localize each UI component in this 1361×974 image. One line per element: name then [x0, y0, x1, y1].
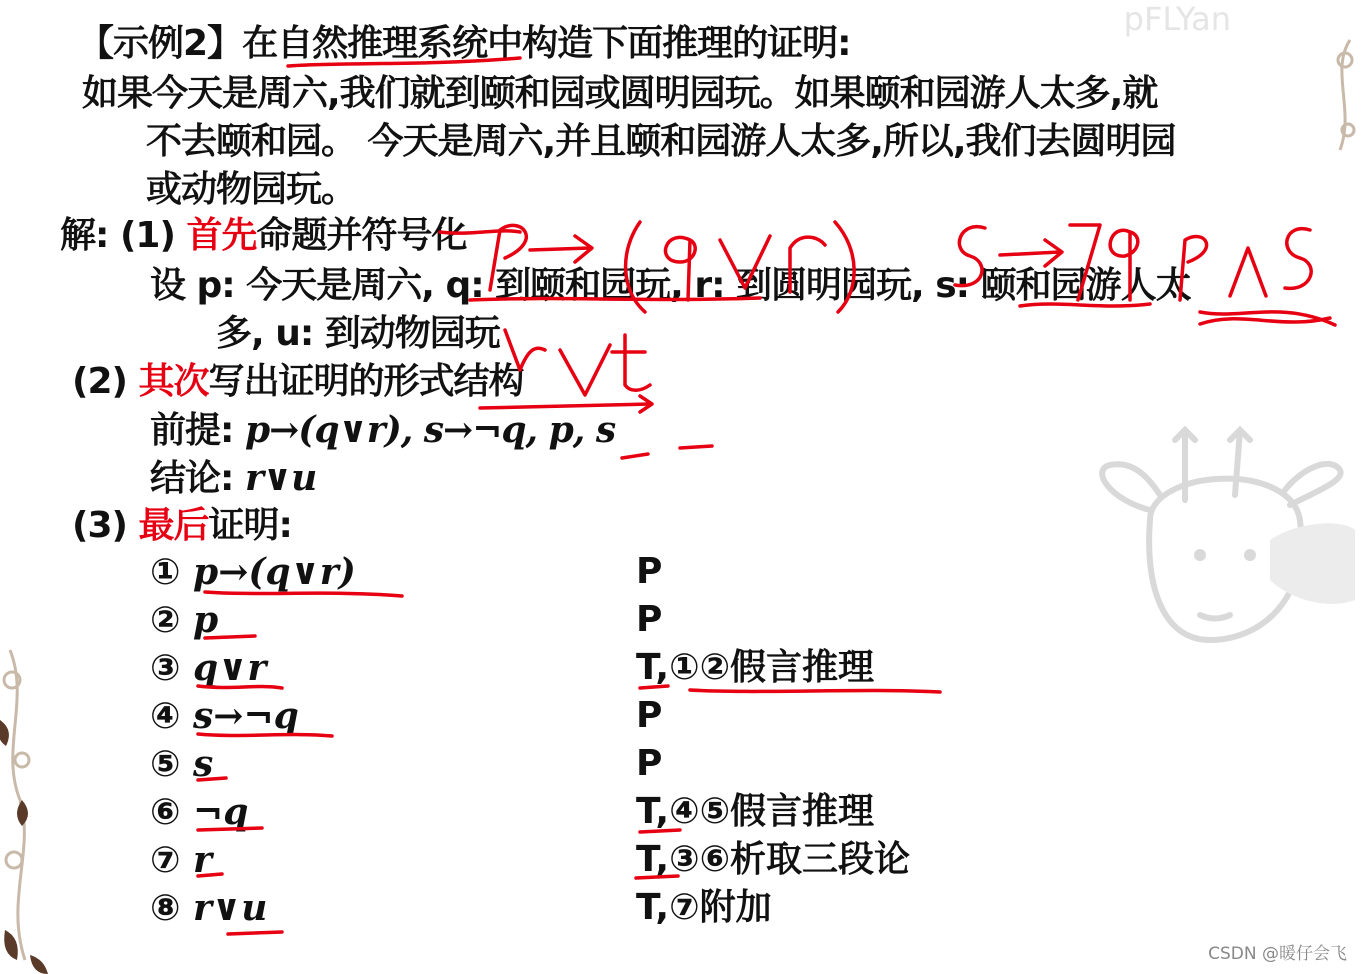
proof-step-2	[150, 598, 218, 643]
problem-line-2: 不去颐和园。 今天是周六,并且颐和园游人太多,所以,我们去圆明园	[146, 121, 1176, 162]
problem-line-1: 如果今天是周六,我们就到颐和园或圆明园玩。如果颐和园游人太多,就	[82, 73, 1158, 114]
step-3-heading	[72, 504, 292, 548]
proof-step-8	[150, 886, 267, 931]
proof-reason-7: T,③⑥析取三段论	[636, 839, 911, 880]
proof-formula: q∨r	[193, 647, 267, 689]
step-3-text: 证明:	[208, 505, 292, 546]
step-1-emphasis: 首先	[186, 215, 257, 256]
proof-formula: s	[193, 743, 214, 785]
proof-step-number: ①	[150, 552, 181, 593]
step-1-number: (1)	[119, 215, 175, 256]
proof-reason-3: T,①②假言推理	[636, 647, 875, 688]
proof-step-number: ⑧	[150, 888, 181, 929]
proof-step-number: ⑦	[150, 840, 181, 881]
proof-step-3	[150, 646, 266, 691]
proof-step-number: ③	[150, 648, 181, 689]
proof-reason-5: P	[636, 743, 663, 784]
step-3-emphasis: 最后	[138, 505, 209, 546]
conclusion-formula: r∨u	[244, 457, 317, 499]
proof-formula: p	[193, 599, 219, 641]
step-3-number: (3)	[72, 505, 127, 546]
proof-step-number: ④	[150, 696, 181, 737]
proof-formula: ¬q	[193, 791, 249, 833]
proof-step-1	[150, 550, 356, 595]
premise-line	[150, 408, 615, 453]
example-tag: 【示例2】	[78, 23, 243, 64]
solution-label: 解:	[60, 215, 109, 256]
proof-step-number: ⑥	[150, 792, 181, 833]
proof-step-number: ⑤	[150, 744, 181, 785]
proof-reason-1: P	[636, 551, 663, 592]
step-2-number: (2)	[72, 361, 127, 402]
proof-reason-2: P	[636, 599, 663, 640]
proof-step-5	[150, 742, 213, 787]
step-2-emphasis: 其次	[138, 361, 209, 402]
symbols-line-1: 设 p: 今天是周六, q: 到颐和园玩, r: 到圆明园玩, s: 颐和园游人太	[150, 265, 1191, 306]
proof-step-6	[150, 790, 248, 835]
step-2-text: 写出证明的形式结构	[208, 361, 524, 402]
proof-reason-4: P	[636, 695, 663, 736]
proof-reason-6: T,④⑤假言推理	[636, 791, 875, 832]
proof-step-7	[150, 838, 212, 883]
symbols-line-2: 多, u: 到动物园玩	[216, 313, 500, 354]
premise-label: 前提:	[150, 410, 234, 451]
proof-step-4	[150, 694, 299, 739]
conclusion-line	[150, 456, 316, 501]
proof-formula: r∨u	[193, 887, 268, 929]
conclusion-label: 结论:	[150, 458, 234, 499]
watermark-text: pFLYan	[1123, 0, 1231, 38]
proof-step-number: ②	[150, 600, 181, 641]
credit-text: CSDN @暖仔会飞	[1208, 944, 1347, 964]
proof-formula: r	[193, 839, 212, 881]
proof-formula: s→¬q	[193, 695, 299, 737]
proof-formula: p→(q∨r)	[193, 551, 356, 593]
premise-formulas: p→(q∨r), s→¬q, p, s	[244, 409, 616, 451]
example-title: 在自然推理系统中构造下面推理的证明:	[242, 23, 851, 64]
proof-reason-8: T,⑦附加	[636, 887, 772, 928]
example-header	[78, 22, 850, 66]
problem-line-3: 或动物园玩。	[146, 169, 357, 210]
step-1-heading	[60, 214, 467, 258]
step-1-text: 命题并符号化	[256, 215, 467, 256]
step-2-heading	[72, 360, 524, 404]
